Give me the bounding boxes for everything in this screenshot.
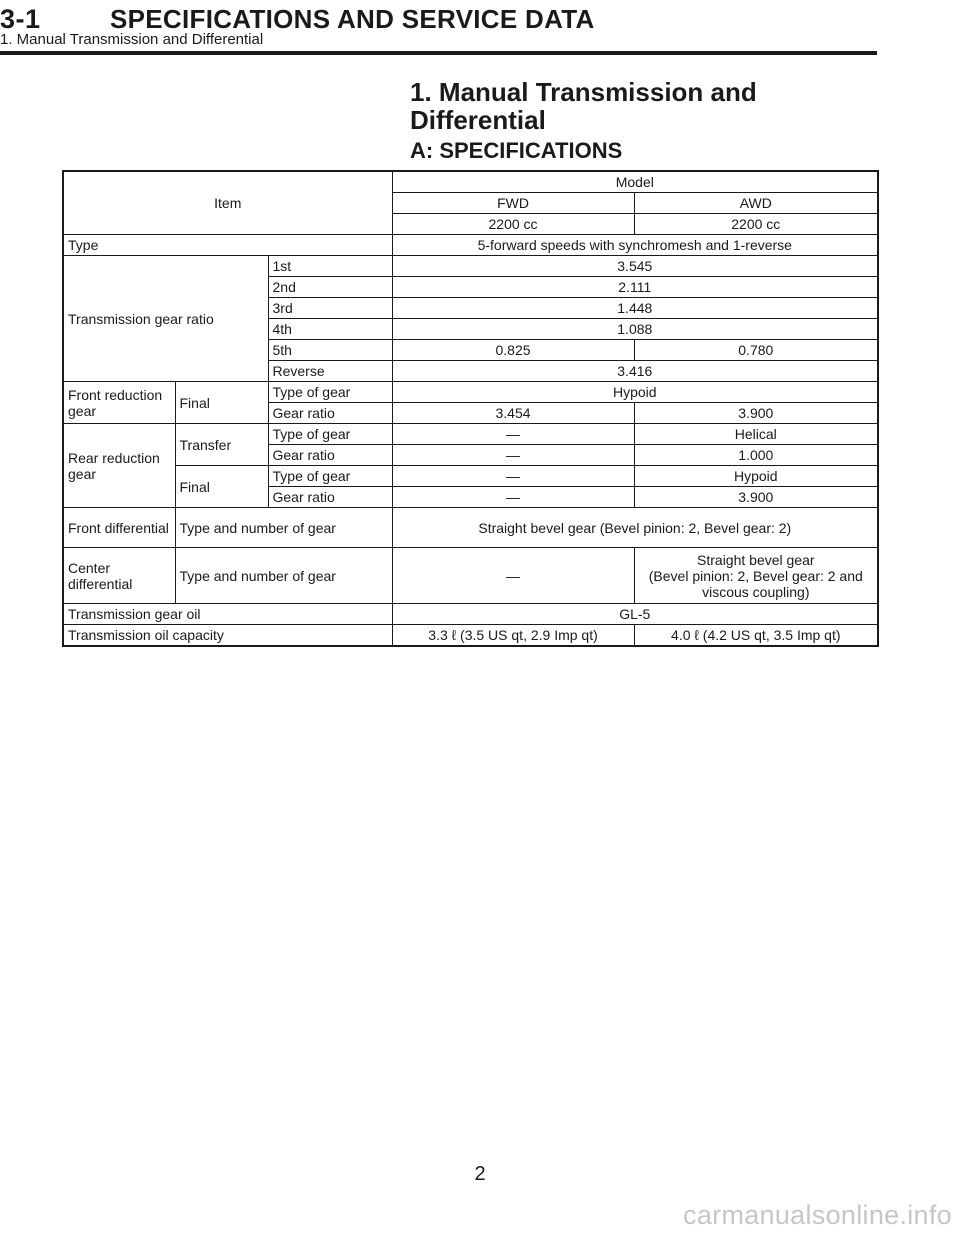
center-diff-awd (634, 548, 878, 604)
gear-3rd-label: 3rd (268, 298, 392, 319)
rear-transfer-label: Transfer (175, 424, 268, 466)
rear-final-type-label: Type of gear (268, 466, 392, 487)
model-header: Model (392, 171, 878, 193)
rear-final-type-awd: Hypoid (634, 466, 878, 487)
gear-1st-value: 3.545 (392, 256, 878, 277)
gear-2nd-value: 2.111 (392, 277, 878, 298)
specifications-table (62, 170, 879, 647)
front-reduction-label: Front reduction gear (63, 382, 175, 424)
header-title: SPECIFICATIONS AND SERVICE DATA (110, 4, 595, 34)
gear-1st-label: 1st (268, 256, 392, 277)
table-row (63, 424, 878, 445)
front-gear-ratio-awd: 3.900 (634, 403, 878, 424)
fwd-header: FWD (392, 193, 634, 214)
table-row (63, 548, 878, 604)
gear-5th-awd: 0.780 (634, 340, 878, 361)
table-row (63, 604, 878, 625)
rear-reduction-label: Rear reduction gear (63, 424, 175, 508)
rear-transfer-ratio-label: Gear ratio (268, 445, 392, 466)
gear-3rd-value: 1.448 (392, 298, 878, 319)
watermark: carmanualsonline.info (683, 1200, 952, 1230)
table-row (63, 171, 878, 193)
center-diff-sub: Type and number of gear (175, 548, 392, 604)
page-number: 2 (474, 1163, 486, 1185)
page-heading (410, 78, 870, 134)
oil-capacity-fwd: 3.3 ℓ (3.5 US qt, 2.9 Imp qt) (392, 625, 634, 647)
center-diff-awd-line2: (Bevel pinion: 2, Bevel gear: 2 and (648, 567, 863, 584)
rear-transfer-type-awd: Helical (634, 424, 878, 445)
rear-transfer-type-label: Type of gear (268, 424, 392, 445)
gear-4th-value: 1.088 (392, 319, 878, 340)
rear-final-label: Final (175, 466, 268, 508)
section-number: 3-1 (0, 4, 41, 34)
rear-transfer-type-fwd: — (392, 424, 634, 445)
gear-reverse-value: 3.416 (392, 361, 878, 382)
type-value: 5-forward speeds with synchromesh and 1-reverse (392, 235, 878, 256)
rear-final-ratio-fwd: — (392, 487, 634, 508)
front-diff-value: Straight bevel gear (Bevel pinion: 2, Bevel gear: 2) (392, 508, 878, 548)
gear-2nd-label: 2nd (268, 277, 392, 298)
table-row (63, 256, 878, 277)
page-heading-line1: 1. Manual Transmission and (410, 77, 757, 107)
front-reduction-final: Final (175, 382, 268, 424)
rear-final-ratio-awd: 3.900 (634, 487, 878, 508)
gear-oil-label: Transmission gear oil (63, 604, 392, 625)
front-type-of-gear-label: Type of gear (268, 382, 392, 403)
gear-4th-label: 4th (268, 319, 392, 340)
awd-displacement: 2200 cc (634, 214, 878, 235)
oil-capacity-label: Transmission oil capacity (63, 625, 392, 647)
front-type-of-gear-value: Hypoid (392, 382, 878, 403)
front-diff-sub: Type and number of gear (175, 508, 392, 548)
table-row (63, 625, 878, 647)
gear-ratio-label: Transmission gear ratio (63, 256, 268, 382)
table-row (63, 466, 878, 487)
rear-final-ratio-label: Gear ratio (268, 487, 392, 508)
header-subtitle: 1. Manual Transmission and Differential (0, 31, 264, 48)
gear-5th-fwd: 0.825 (392, 340, 634, 361)
center-diff-awd-line1: Straight bevel gear (697, 551, 815, 568)
oil-capacity-awd: 4.0 ℓ (4.2 US qt, 3.5 Imp qt) (634, 625, 878, 647)
page-heading-line2: Differential (410, 105, 546, 135)
table-row (63, 235, 878, 256)
awd-header: AWD (634, 193, 878, 214)
table-row (63, 508, 878, 548)
gear-reverse-label: Reverse (268, 361, 392, 382)
center-diff-awd-line3: viscous coupling) (702, 583, 810, 600)
center-diff-fwd: — (392, 548, 634, 604)
front-diff-label: Front differential (63, 508, 175, 548)
fwd-displacement: 2200 cc (392, 214, 634, 235)
type-label: Type (63, 235, 392, 256)
rear-final-type-fwd: — (392, 466, 634, 487)
item-header: Item (63, 171, 392, 235)
front-gear-ratio-fwd: 3.454 (392, 403, 634, 424)
rear-transfer-ratio-fwd: — (392, 445, 634, 466)
header-rule (0, 51, 877, 55)
rear-transfer-ratio-awd: 1.000 (634, 445, 878, 466)
table-row (63, 382, 878, 403)
center-diff-label: Center differential (63, 548, 175, 604)
specifications-heading: A: SPECIFICATIONS (410, 138, 623, 163)
gear-5th-label: 5th (268, 340, 392, 361)
gear-oil-value: GL-5 (392, 604, 878, 625)
front-gear-ratio-label: Gear ratio (268, 403, 392, 424)
